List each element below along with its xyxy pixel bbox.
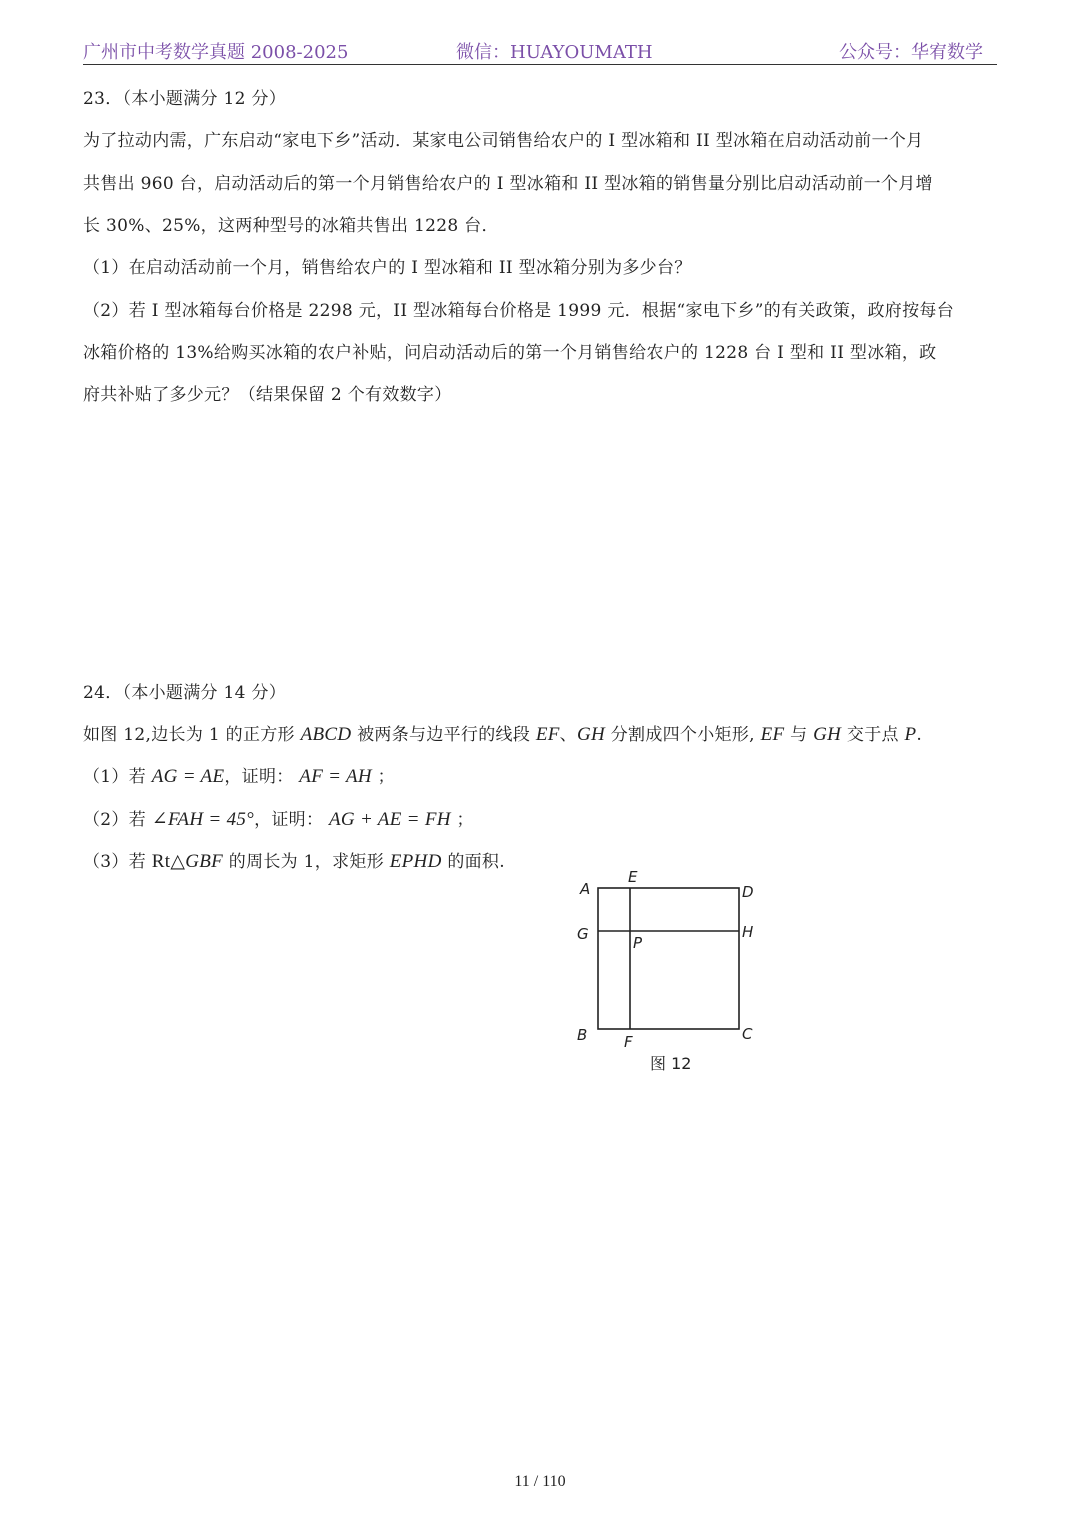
point-p: P [904,724,917,745]
page-header [83,38,997,65]
q24-stem-text: . [916,725,923,745]
figure-12-diagram [566,868,766,1048]
label-c: C [742,1025,753,1043]
q24-part-text: ，证明： [224,767,294,787]
q24-part-text: ，证明： [254,810,324,830]
q24-title: 24．（本小题满分 14 分） [83,683,287,703]
label-b: B [577,1026,588,1044]
page-number: 11 / 110 [514,1473,566,1490]
q23-part-2-line-1: （2）若 I 型冰箱每台价格是 2298 元，II 型冰箱每台价格是 1999 元．根据“家电下乡”的有关政策，政府按每台 [83,301,954,321]
q23-stem-line-1: 为了拉动内需，广东启动“家电下乡”活动．某家电公司销售给农户的 I 型冰箱和 II 型冰箱在启动活动前一个月 [83,131,924,151]
q24-stem-text: 分割成四个小矩形, [610,725,755,745]
label-p: P [633,934,643,952]
q23-part-1: （1）在启动活动前一个月，销售给农户的 I 型冰箱和 II 型冰箱分别为多少台？ [83,258,692,278]
figure-12 [566,868,766,1078]
q23-part-2-line-2: 冰箱价格的 13%给购买冰箱的农户补贴，问启动活动后的第一个月销售给农户的 1228 台 I 型和 II 型冰箱，政 [83,343,937,363]
q24-stem-text: 与 [790,725,808,745]
square-outline [598,888,739,1029]
q24-part-text: 的周长为 1，求矩形 [228,852,385,872]
q24-part-text: （1）若 [83,767,147,787]
label-f: F [624,1033,633,1051]
q24-part-1-condition: AG = AE [151,766,225,787]
q24-stem-text: 交于点 [846,725,899,745]
label-a: A [580,880,591,898]
figure-caption: 图 12 [650,1054,692,1073]
q24-part-text: （2）若 [83,810,147,830]
header-collection-title: 广州市中考数学真题 2008-2025 [83,42,349,63]
q24-part-1 [83,762,395,788]
q24-part-2-claim: AG + AE = FH [329,809,451,830]
q24-part-text: ； [456,810,474,830]
segment-gh: GH [813,724,842,745]
q24-part-1-claim: AF = AH [299,766,372,787]
segment-ef: EF [535,724,560,745]
q24-part-3 [83,847,505,873]
q23-stem-line-3: 长 30%、25%，这两种型号的冰箱共售出 1228 台． [83,216,499,236]
q23-part-2-line-3: 府共补贴了多少元？（结果保留 2 个有效数字） [83,385,452,405]
q24-part-text: （3）若 [83,852,147,872]
q24-stem-text: 、 [559,725,577,745]
q24-part-text: 的面积. [447,852,505,872]
header-wechat: 微信：HUAYOUMATH [456,42,653,63]
segment-ef: EF [760,724,785,745]
q23-stem-line-2: 共售出 960 台，启动活动后的第一个月销售给农户的 I 型冰箱和 II 型冰箱的销售量分别比启动活动前一个月增 [83,174,933,194]
label-e: E [628,868,638,886]
q23-title: 23．（本小题满分 12 分） [83,89,287,109]
segment-gh: GH [576,724,606,745]
q24-part-2-condition: ∠FAH = 45° [151,809,255,830]
label-d: D [742,883,754,901]
q24-stem-text: 如图 12,边长为 1 的正方形 [83,725,295,745]
label-g: G [577,925,589,943]
q24-part-2 [83,805,474,831]
square-abcd: ABCD [300,724,352,745]
q24-part-text: ； [377,767,395,787]
q24-stem-text: 被两条与边平行的线段 [357,725,531,745]
header-official-account: 公众号：华宥数学 [839,42,983,63]
q24-part-3-rt: Rt [151,851,171,872]
q24-stem [83,720,922,746]
label-h: H [742,923,754,941]
rectangle-ephd: EPHD [389,851,442,872]
triangle-gbf: △GBF [170,851,224,872]
